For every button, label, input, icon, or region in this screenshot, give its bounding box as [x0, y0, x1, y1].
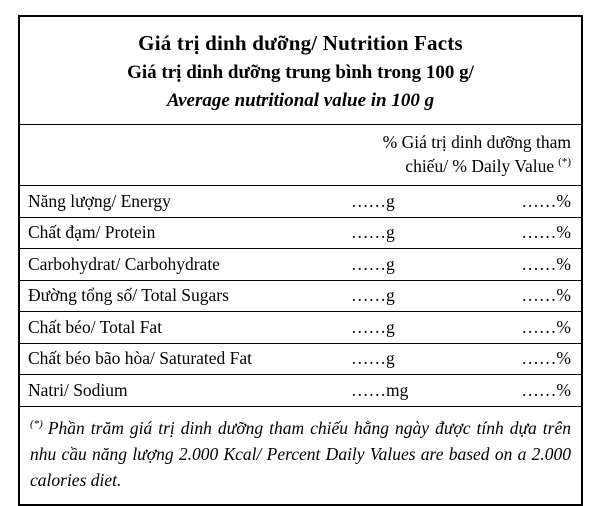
- nutrient-label: Năng lượng/ Energy: [28, 190, 171, 211]
- nutrient-daily-value: ……%: [521, 379, 571, 400]
- table-row-saturated-fat: [20, 343, 581, 375]
- nutrient-amount: ……g: [351, 222, 395, 243]
- table-title: Giá trị dinh dưỡng/ Nutrition Facts: [138, 31, 463, 55]
- daily-value-header-line1: % Giá trị dinh dưỡng tham: [382, 132, 571, 152]
- table-subtitle-english: Average nutritional value in 100 g: [166, 90, 435, 111]
- footnote-reference-marker: (*): [558, 156, 571, 169]
- nutrient-daily-value: ……%: [521, 222, 571, 243]
- nutrient-label: Chất béo/ Total Fat: [28, 316, 163, 337]
- nutrient-amount: ……g: [351, 348, 395, 369]
- nutrition-facts-table: [18, 15, 583, 506]
- daily-value-column-header: [359, 130, 571, 178]
- table-row-energy: [20, 185, 581, 217]
- nutrient-daily-value: ……%: [521, 190, 571, 211]
- nutrient-label: Chất béo bão hòa/ Saturated Fat: [28, 348, 253, 369]
- footnote-text: Phần trăm giá trị dinh dưỡng tham chiếu hằng ngày được tính dựa trên nhu cầu năng lượng 2.000 Kcal/ Percent Daily Values are based on a 2.000 calories diet.: [30, 417, 571, 490]
- nutrient-daily-value: ……%: [521, 285, 571, 306]
- footnote-marker: (*): [30, 417, 43, 430]
- nutrient-label: Chất đạm/ Protein: [28, 222, 156, 243]
- table-row-sodium: [20, 374, 581, 406]
- nutrient-daily-value: ……%: [521, 316, 571, 337]
- table-subtitle-vietnamese: Giá trị dinh dưỡng trung bình trong 100 g/: [127, 62, 474, 83]
- table-header: [20, 17, 581, 124]
- table-footnote: [20, 406, 581, 504]
- table-row-carbohydrate: [20, 248, 581, 280]
- table-row-protein: [20, 217, 581, 249]
- nutrient-amount: ……g: [351, 316, 395, 337]
- column-header-row: [20, 124, 581, 185]
- table-row-total-sugars: [20, 280, 581, 312]
- daily-value-header-line2: chiếu/ % Daily Value: [405, 156, 555, 176]
- nutrient-daily-value: ……%: [521, 253, 571, 274]
- nutrient-amount: ……mg: [351, 379, 409, 400]
- nutrient-amount: ……g: [351, 190, 395, 211]
- nutrient-daily-value: ……%: [521, 348, 571, 369]
- table-row-total-fat: [20, 311, 581, 343]
- nutrient-label: Natri/ Sodium: [28, 379, 128, 400]
- nutrient-label: Đường tổng số/ Total Sugars: [28, 285, 229, 306]
- nutrient-amount: ……g: [351, 253, 395, 274]
- nutrient-amount: ……g: [351, 285, 395, 306]
- nutrient-label: Carbohydrat/ Carbohydrate: [28, 253, 220, 274]
